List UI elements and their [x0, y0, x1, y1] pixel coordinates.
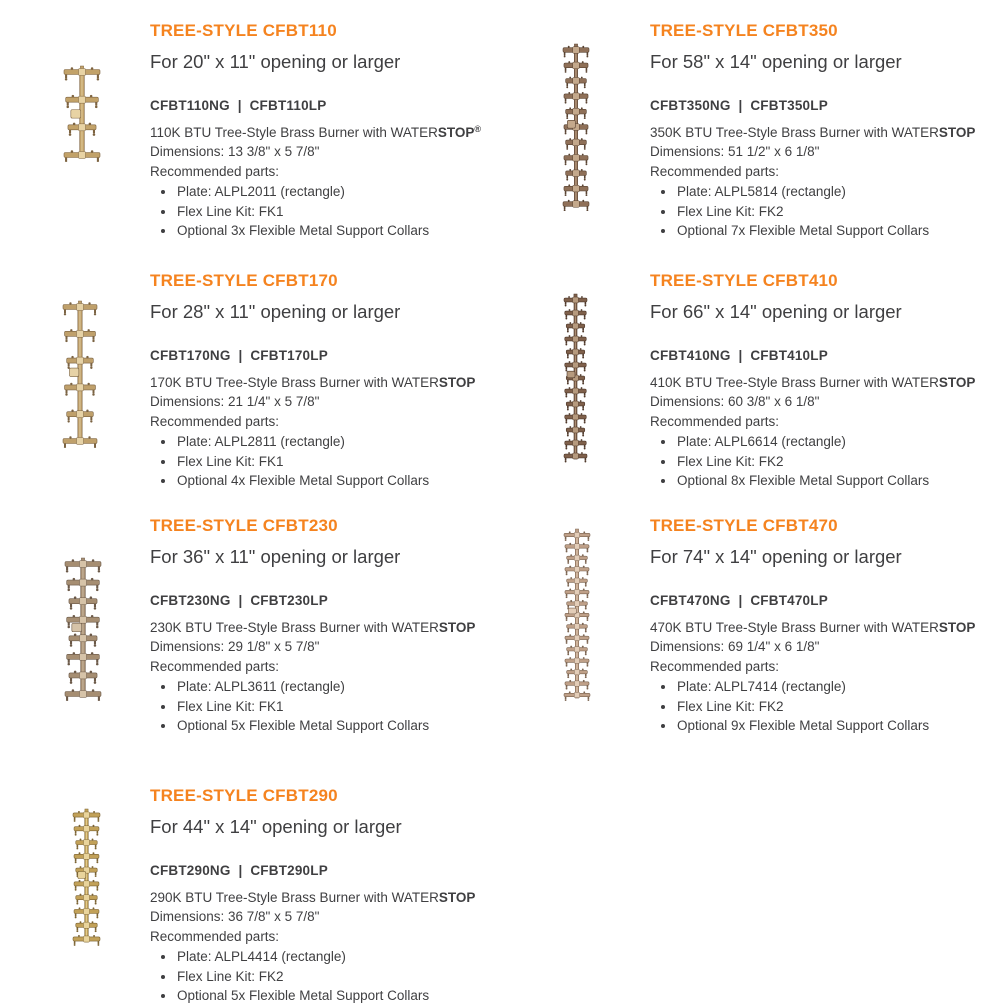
part-item-plate: • Plate: ALPL6614 (rectangle): [676, 432, 1000, 452]
description-text: 410K BTU Tree-Style Brass Burner with WATER: [650, 374, 939, 390]
cfbt110-burner-photo: [63, 65, 101, 167]
product-block: [40, 270, 500, 491]
description-bold-text: STOP: [938, 124, 976, 140]
product-dimensions: Dimensions: 29 1/8" x 5 7/8": [150, 639, 320, 654]
product-heading: TREE-STYLE CFBT470: [650, 516, 838, 535]
part-item-plate: • Plate: ALPL7414 (rectangle): [676, 677, 1000, 697]
part-item-support-collars: • Optional 5x Flexible Metal Support Collars: [176, 716, 500, 736]
product-model-numbers: CFBT110NG | CFBT110LP: [150, 98, 327, 113]
product-block: [540, 20, 1000, 241]
cfbt410-burner-photo: [563, 293, 588, 468]
product-model-numbers: CFBT350NG | CFBT350LP: [650, 98, 828, 113]
description-bold-text: STOP: [437, 124, 475, 140]
cfbt470-burner-photo: [563, 528, 591, 707]
recommended-parts-list: [650, 432, 1000, 491]
product-heading: TREE-STYLE CFBT170: [150, 271, 338, 290]
product-dimensions: Dimensions: 36 7/8" x 5 7/8": [150, 909, 320, 924]
burner-illustration: [563, 293, 588, 463]
recommended-parts-label: Recommended parts:: [150, 163, 280, 179]
cfbt230-burner-photo: [64, 557, 102, 706]
product-dimensions: Dimensions: 21 1/4" x 5 7/8": [150, 394, 320, 409]
product-block: [540, 515, 1000, 736]
product-description: [650, 370, 1000, 393]
product-info: [650, 270, 1000, 491]
burner-illustration: [72, 808, 101, 946]
cfbt170-burner-photo: [62, 300, 98, 453]
part-item-support-collars: • Optional 9x Flexible Metal Support Collars: [676, 716, 1000, 736]
recommended-parts-label: Recommended parts:: [650, 163, 780, 179]
description-text: 470K BTU Tree-Style Brass Burner with WATER: [650, 619, 939, 635]
part-item-flex-line-kit: • Flex Line Kit: FK2: [676, 202, 1000, 222]
part-item-plate: • Plate: ALPL4414 (rectangle): [176, 947, 500, 967]
cfbt350-burner-photo: [562, 43, 590, 216]
part-item-plate: • Plate: ALPL2011 (rectangle): [176, 182, 500, 202]
description-text: 350K BTU Tree-Style Brass Burner with WATER: [650, 124, 939, 140]
burner-illustration: [562, 43, 590, 211]
product-dimensions: Dimensions: 69 1/4" x 6 1/8": [650, 639, 820, 654]
part-item-plate: • Plate: ALPL2811 (rectangle): [176, 432, 500, 452]
recommended-parts-list: [650, 677, 1000, 736]
burner-illustration: [62, 300, 98, 448]
product-subtitle: For 58" x 14" opening or larger: [650, 51, 902, 72]
product-heading: TREE-STYLE CFBT410: [650, 271, 838, 290]
recommended-parts-label: Recommended parts:: [150, 658, 280, 674]
product-subtitle: For 74" x 14" opening or larger: [650, 546, 902, 567]
recommended-parts-list: [150, 677, 500, 736]
product-description: [150, 370, 500, 393]
product-subtitle: For 28" x 11" opening or larger: [150, 301, 401, 322]
registered-trademark-mark: ®: [474, 123, 481, 134]
description-text: 170K BTU Tree-Style Brass Burner with WATER: [150, 374, 439, 390]
product-description: [650, 615, 1000, 638]
product-model-numbers: CFBT230NG | CFBT230LP: [150, 593, 328, 608]
product-subtitle: For 20" x 11" opening or larger: [150, 51, 401, 72]
recommended-parts-list: [150, 947, 500, 1006]
product-info: [150, 785, 500, 1006]
description-text: 230K BTU Tree-Style Brass Burner with WATER: [150, 619, 439, 635]
part-item-flex-line-kit: • Flex Line Kit: FK1: [176, 452, 500, 472]
recommended-parts-label: Recommended parts:: [150, 413, 280, 429]
burner-illustration: [563, 528, 591, 702]
burner-illustration: [64, 557, 102, 701]
product-model-numbers: CFBT170NG | CFBT170LP: [150, 348, 328, 363]
description-text: 110K BTU Tree-Style Brass Burner with WATER: [150, 124, 438, 140]
product-info: [150, 20, 500, 241]
description-text: 290K BTU Tree-Style Brass Burner with WATER: [150, 889, 439, 905]
burner-illustration: [63, 65, 101, 162]
product-info: [150, 270, 500, 491]
product-subtitle: For 66" x 14" opening or larger: [650, 301, 902, 322]
part-item-plate: • Plate: ALPL5814 (rectangle): [676, 182, 1000, 202]
product-subtitle: For 36" x 11" opening or larger: [150, 546, 401, 567]
description-bold-text: STOP: [438, 374, 476, 390]
recommended-parts-list: [650, 182, 1000, 241]
part-item-support-collars: • Optional 8x Flexible Metal Support Collars: [676, 471, 1000, 491]
product-block: [40, 785, 500, 1006]
product-dimensions: Dimensions: 13 3/8" x 5 7/8": [150, 144, 320, 159]
recommended-parts-label: Recommended parts:: [650, 413, 780, 429]
cfbt290-burner-photo: [72, 808, 101, 951]
product-info: [650, 20, 1000, 241]
recommended-parts-label: Recommended parts:: [150, 928, 280, 944]
product-info: [150, 515, 500, 736]
description-bold-text: STOP: [438, 619, 476, 635]
part-item-flex-line-kit: • Flex Line Kit: FK2: [176, 967, 500, 987]
part-item-flex-line-kit: • Flex Line Kit: FK1: [176, 202, 500, 222]
product-model-numbers: CFBT290NG | CFBT290LP: [150, 863, 328, 878]
product-heading: TREE-STYLE CFBT290: [150, 786, 338, 805]
product-info: [650, 515, 1000, 736]
product-heading: TREE-STYLE CFBT350: [650, 21, 838, 40]
product-dimensions: Dimensions: 60 3/8" x 6 1/8": [650, 394, 820, 409]
part-item-support-collars: • Optional 5x Flexible Metal Support Collars: [176, 986, 500, 1006]
part-item-support-collars: • Optional 4x Flexible Metal Support Collars: [176, 471, 500, 491]
product-subtitle: For 44" x 14" opening or larger: [150, 816, 402, 837]
description-bold-text: STOP: [938, 374, 976, 390]
product-block: [40, 20, 500, 241]
product-heading: TREE-STYLE CFBT110: [150, 21, 337, 40]
product-block: [540, 270, 1000, 491]
recommended-parts-list: [150, 432, 500, 491]
recommended-parts-label: Recommended parts:: [650, 658, 780, 674]
part-item-support-collars: • Optional 7x Flexible Metal Support Collars: [676, 221, 1000, 241]
product-description: [650, 120, 1000, 143]
product-heading: TREE-STYLE CFBT230: [150, 516, 338, 535]
product-description: [150, 885, 500, 908]
description-bold-text: STOP: [438, 889, 476, 905]
part-item-flex-line-kit: • Flex Line Kit: FK1: [176, 697, 500, 717]
part-item-flex-line-kit: • Flex Line Kit: FK2: [676, 697, 1000, 717]
product-block: [40, 515, 500, 736]
product-description: [150, 120, 500, 143]
part-item-support-collars: • Optional 3x Flexible Metal Support Collars: [176, 221, 500, 241]
part-item-plate: • Plate: ALPL3611 (rectangle): [176, 677, 500, 697]
product-model-numbers: CFBT470NG | CFBT470LP: [650, 593, 828, 608]
part-item-flex-line-kit: • Flex Line Kit: FK2: [676, 452, 1000, 472]
product-dimensions: Dimensions: 51 1/2" x 6 1/8": [650, 144, 820, 159]
recommended-parts-list: [150, 182, 500, 241]
product-description: [150, 615, 500, 638]
description-bold-text: STOP: [938, 619, 976, 635]
product-model-numbers: CFBT410NG | CFBT410LP: [650, 348, 828, 363]
